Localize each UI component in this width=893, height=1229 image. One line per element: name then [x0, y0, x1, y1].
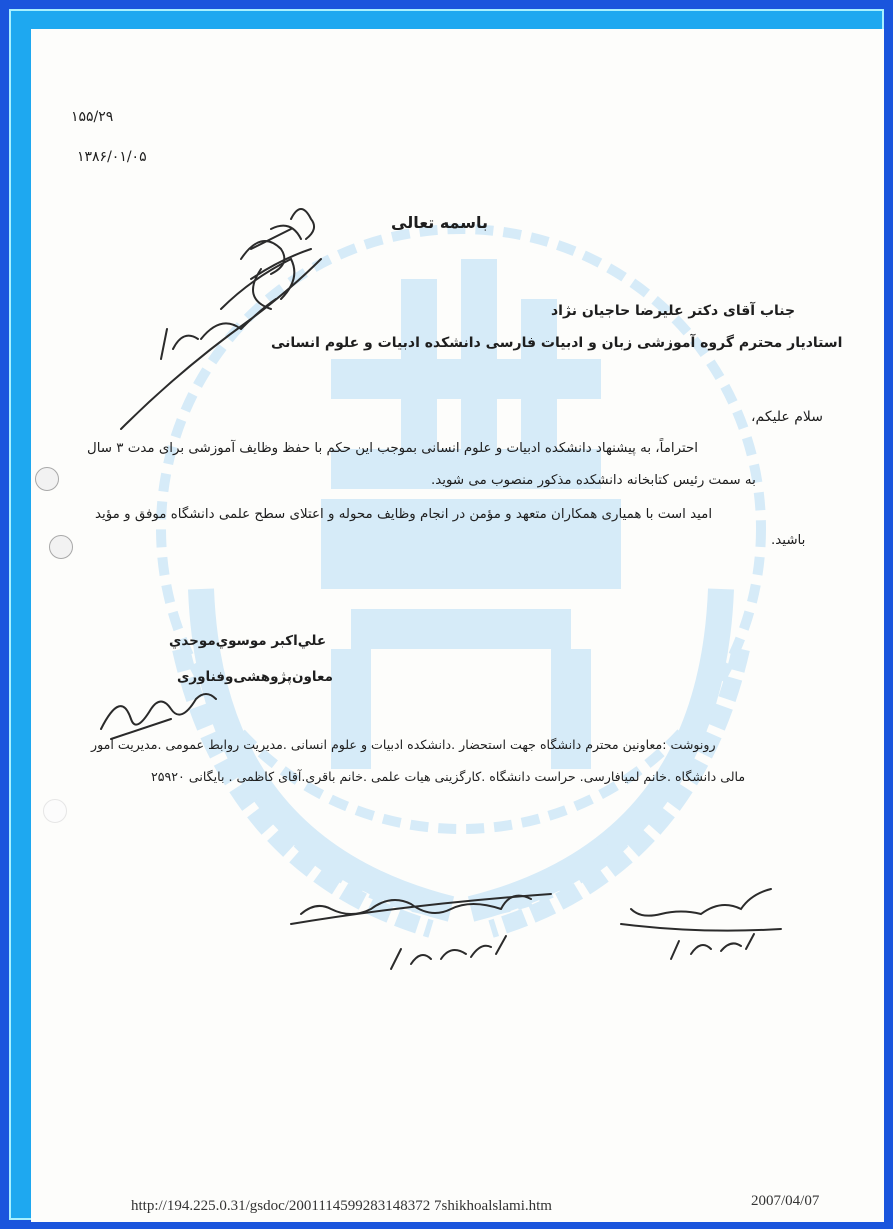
greeting: سلام علیکم،	[751, 409, 823, 425]
letter-date: ۱۳۸۶/۰۱/۰۵	[77, 149, 147, 165]
body-paragraph-2-line-1: امید است با همیاری همکاران متعهد و مؤمن در انجام وظایف محوله و اعتلای سطح علمی دانشگاه موفق و مؤید	[95, 507, 713, 522]
signatory-title: معاون‌پژوهشی‌وفناوری	[177, 669, 333, 685]
body-paragraph-2-line-2: باشید.	[771, 533, 806, 548]
cc-line-1: رونوشت :معاونین محترم دانشگاه جهت استحضار .دانشکده ادبیات و علوم انسانی .مدیریت روابط عمومی .مدیریت امور	[91, 737, 716, 752]
binder-hole	[35, 467, 59, 491]
footer-url: http://194.225.0.31/gsdoc/2001114599283148372 7shikhoalslami.htm	[131, 1198, 552, 1214]
body-paragraph-1-line-1: احتراماً، به پیشنهاد دانشکده ادبیات و علوم انسانی بموجب این حکم با حفظ وظایف آموزشی برای مدت ۳ سال	[87, 441, 699, 456]
footer-print-date: 2007/04/07	[751, 1193, 820, 1209]
signatory-name: علي‌اكبر موسوي‌موحدي	[169, 633, 327, 649]
letter-number: ۱۵۵/۲۹	[71, 109, 114, 125]
cc-line-2: مالی دانشگاه .خانم لمیافارسی. حراست دانشگاه .کارگزینی هیات علمی .خانم باقری.آقای کاظمی . بایگانی ۲۵۹۲۰	[151, 769, 746, 784]
document-page	[31, 29, 884, 1222]
handwritten-note-left	[271, 879, 571, 979]
scan-frame-inner	[9, 9, 884, 1220]
invocation: باسمه تعالی	[391, 213, 488, 232]
binder-hole	[49, 535, 73, 559]
body-paragraph-1-line-2: به سمت رئیس کتابخانه دانشکده مذکور منصوب می شوید.	[431, 473, 756, 488]
binder-hole	[43, 799, 67, 823]
recipient-title: استادیار محترم گروه آموزشی زبان و ادبیات فارسی دانشکده ادبیات و علوم انسانی	[271, 335, 843, 351]
recipient-name: جناب آقای دکتر علیرضا حاجیان نژاد	[551, 303, 796, 319]
handwritten-note-right	[611, 879, 791, 969]
handwritten-margin-note	[101, 189, 341, 439]
